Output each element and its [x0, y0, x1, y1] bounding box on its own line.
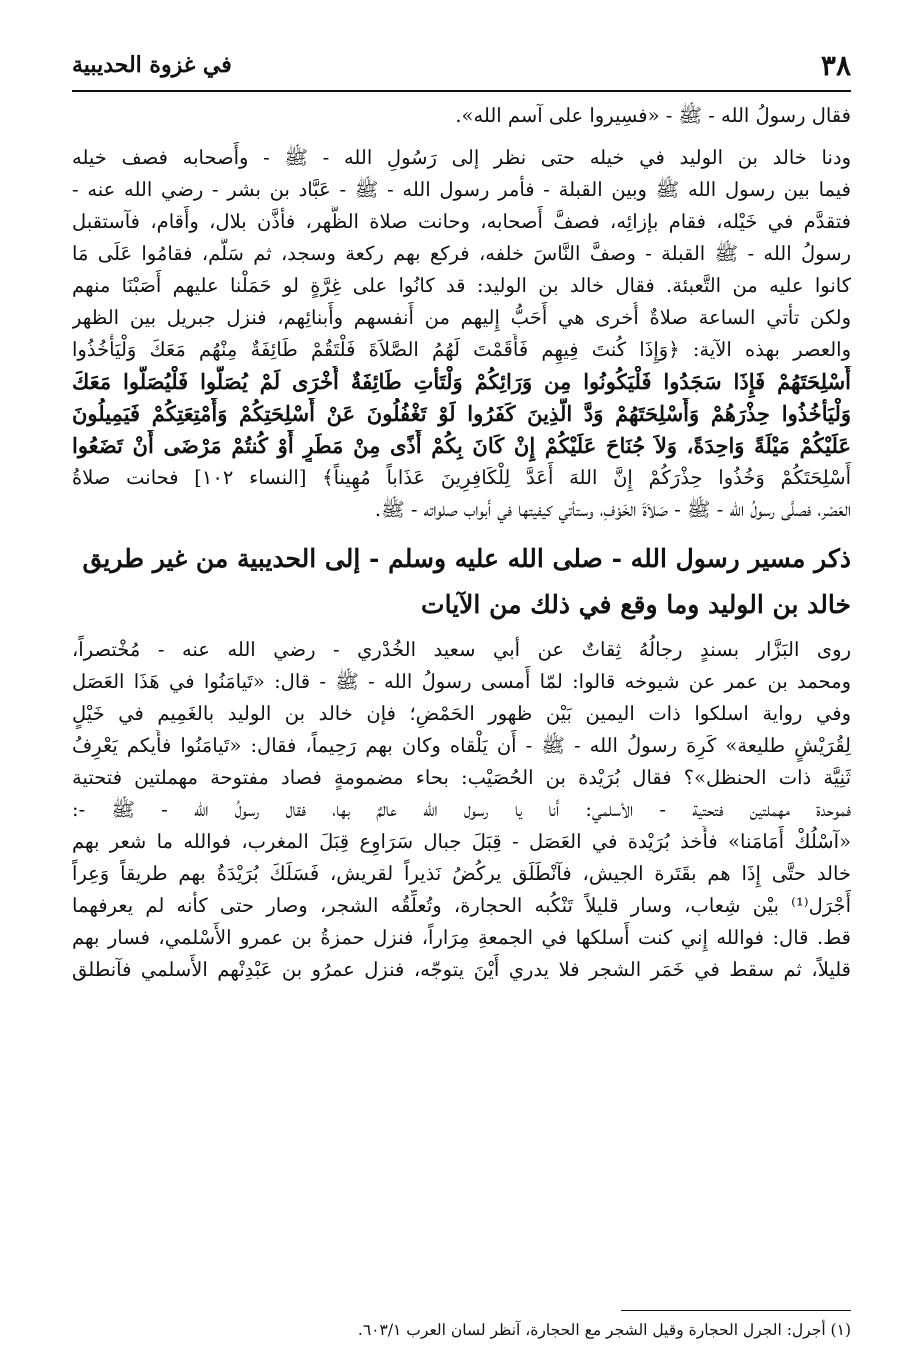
page-header — [72, 40, 851, 92]
text-line: كانوا عليه من التَّعبئة. فقال خالد بن الوليد: قد كانُوا على غِرَّةٍ لو حَمَلْنا عليهم أَصَبْنَا منهم — [72, 274, 851, 297]
text-line: فموحدة مهملتين فتحتية - الأسلمي: أَنا يا رسول الله عالمٌ بها، فقال رسولُ الله - ﷺ -: — [72, 798, 851, 821]
text-line: ودنا خالد بن الوليد في خيله حتى نظر إلى رَسُولِ الله - ﷺ - وأَصحابه فصف خيله — [72, 146, 851, 169]
text-line: لِقُرَيْشٍ طليعة» كَرِهَ رسولُ الله - ﷺ - أَن يَلْقاه وكان بهم رَحِيماً، فقال: «تَيامَنُوا فأَيكم يَعْرِفُ — [72, 734, 851, 757]
quran-line: أَسْلِحَتَهُمْ فَإِذَا سَجَدُوا فَلْيَكُونُوا مِن وَرَائِكُمْ وَلْتَأْتِ طَائِفَةٌ أُخْرَى لَمْ يُصَلُّوا فَلْيُصَلُّوا مَعَكَ — [72, 369, 851, 394]
section-heading-line: ذكر مسير رسول الله - صلى الله عليه وسلم - إلى الحديبية من غير طريق — [82, 544, 851, 573]
text-line: ومحمد بن عمر عن شيوخه قالوا: لمّا أَمسى رسولُ الله - ﷺ - قال: «تَيامَنُوا في هَذَا العَصَل — [72, 670, 851, 693]
text-line: فقال رسولُ الله - ﷺ - «فسِيروا على آسم الله». — [455, 104, 851, 127]
text-line: أَجْرَل⁽¹⁾ بيْن شِعاب، وسار قليلاً تَنْكُبه الحجارة، وتُعلِّقُه الشجر، وصار حتى كأنه لم يعرفهما — [72, 894, 851, 917]
footnote-divider — [621, 1310, 851, 1311]
text-line: «آسْلُكْ أَمَامَنا» فأَخذ بُرَيْدة في العَصَل - قِبَلَ جبال سَرَاوِع قِبَلَ المغرب، فوالله ما شعر بهم — [72, 830, 851, 853]
section-heading — [72, 536, 851, 628]
text-line: ولكن تأتي الساعة صلاةٌ أُخرى هي أَحَبُّ إِليهم من أَنفسهم وأَبنائِهم، فنزل جبريل بين الظهر — [72, 306, 851, 329]
text-line: قليلاً، ثم سقط في خَمَر الشجر فلا يدري أَيْنَ يتوجّه، فنزل عمرُو بن عَبْدِنْهم الأَسلمي فآنطلق — [72, 958, 851, 981]
text-line: فتقدَّم في خَيْله، فقام بإزائِه، فصفَّ أَصحابه، وحانت صلاة الظُّهر، فأذَّن بلال، وأَقام، فآستقبل — [72, 210, 851, 233]
section-paragraph — [72, 634, 851, 986]
text-line: أَسْلِحَتَكُمْ وَخُذُوا حِذْرَكُمْ إِنَّ اللهَ أَعَدَّ لِلْكَافِرِينَ عَذَاباً مُهِيناً﴾ [النساء ١٠٢] فحانت صلاةُ — [72, 466, 851, 489]
text-line: العَصْر، فصلَّى رسولُ الله - ﷺ - صَلاَةَ الخَوْفِ، وستأتي كيفيتها في أَبواب صلواته - ﷺ. — [374, 498, 851, 521]
footnote: (١) أجرل: الجرل الحجارة وقيل الشجر مع الحجارة، آنظر لسان العرب ٦٠٣/١. — [357, 1321, 851, 1339]
paragraph-2 — [72, 142, 851, 526]
page-number: ٣٨ — [820, 48, 851, 82]
text-line: خالد حتَّى إِذَا هم بقَتَرة الجيش، فآنْطَلَق يركُضُ نَذيراً لقريش، فَسَلَكَ بُرَيْدَةُ بهم طريقاً وَعِراً — [72, 862, 851, 885]
quran-line: عَلَيْكُمْ مَيْلَةً وَاحِدَةً، وَلاَ جُنَاحَ عَلَيْكُمْ إِنْ كَانَ بِكُمْ أَذًى مِنْ مَطَرٍ أَوْ كُنتُمْ مَرْضَى أَنْ تَضَعُوا — [72, 433, 851, 458]
text-line: وفي رواية اسلكوا ذات اليمين بَيْن ظهور الحَمْضِ؛ فإن خالد بن الوليد بالغَمِيم في خَيْلٍ — [72, 702, 851, 725]
section-heading-line: خالد بن الوليد وما وقع في ذلك من الآيات — [421, 590, 851, 619]
text-line: قط. قال: فوالله إِني كنت أَسلكها في الجمعةِ مِرَاراً، فنزل حمزةُ بن عمرو الأَسْلمي، فسار بهم — [72, 926, 851, 949]
text-line: ثَنِيَّة ذات الحنظل»؟ فقال بُرَيْدة بن الحُصَيْب: بحاء مضمومةٍ فصاد مفتوحة مهملتين فتحتية — [72, 766, 851, 789]
quran-line: وَلْيَأْخُذُوا حِذْرَهُمْ وَأَسْلِحَتَهُمْ وَدَّ الَّذِينَ كَفَرُوا لَوْ تَغْفُلُونَ عَنْ أَسْلِحَتِكُمْ وَأَمْتِعَتِكُمْ فَيَمِيلُونَ — [72, 401, 851, 426]
page-content — [72, 100, 851, 986]
running-title: في غزوة الحديبية — [72, 52, 232, 78]
text-line: فيما بين رسول الله ﷺ وبين القبلة - فأمر رسول الله - ﷺ - عَبَّاد بن بشر - رضي الله عنه - — [72, 178, 851, 201]
text-line: والعصر بهذه الآية: ﴿وَإِذَا كُنتَ فِيهِم فَأَقَمْتَ لَهُمُ الصَّلاَةَ فَلْتَقُمْ طَائِفَةٌ مِنْهُم مَعَكَ وَلْيَأْخُذُوا — [72, 338, 851, 361]
text-line: روى البَزَّار بسندٍ رجالُهُ ثِقاتٌ عن أبي سعيد الخُدْري - رضي الله عنه - مُخْتصراً، — [72, 638, 851, 661]
text-line: رسولُ الله - ﷺ القبلة - وصفَّ النَّاسَ خلفه، فركع بهم ركعة وسجد، ثم سَلَّم، فقامُوا عَلَى مَا — [72, 242, 851, 265]
paragraph-1 — [72, 100, 851, 132]
